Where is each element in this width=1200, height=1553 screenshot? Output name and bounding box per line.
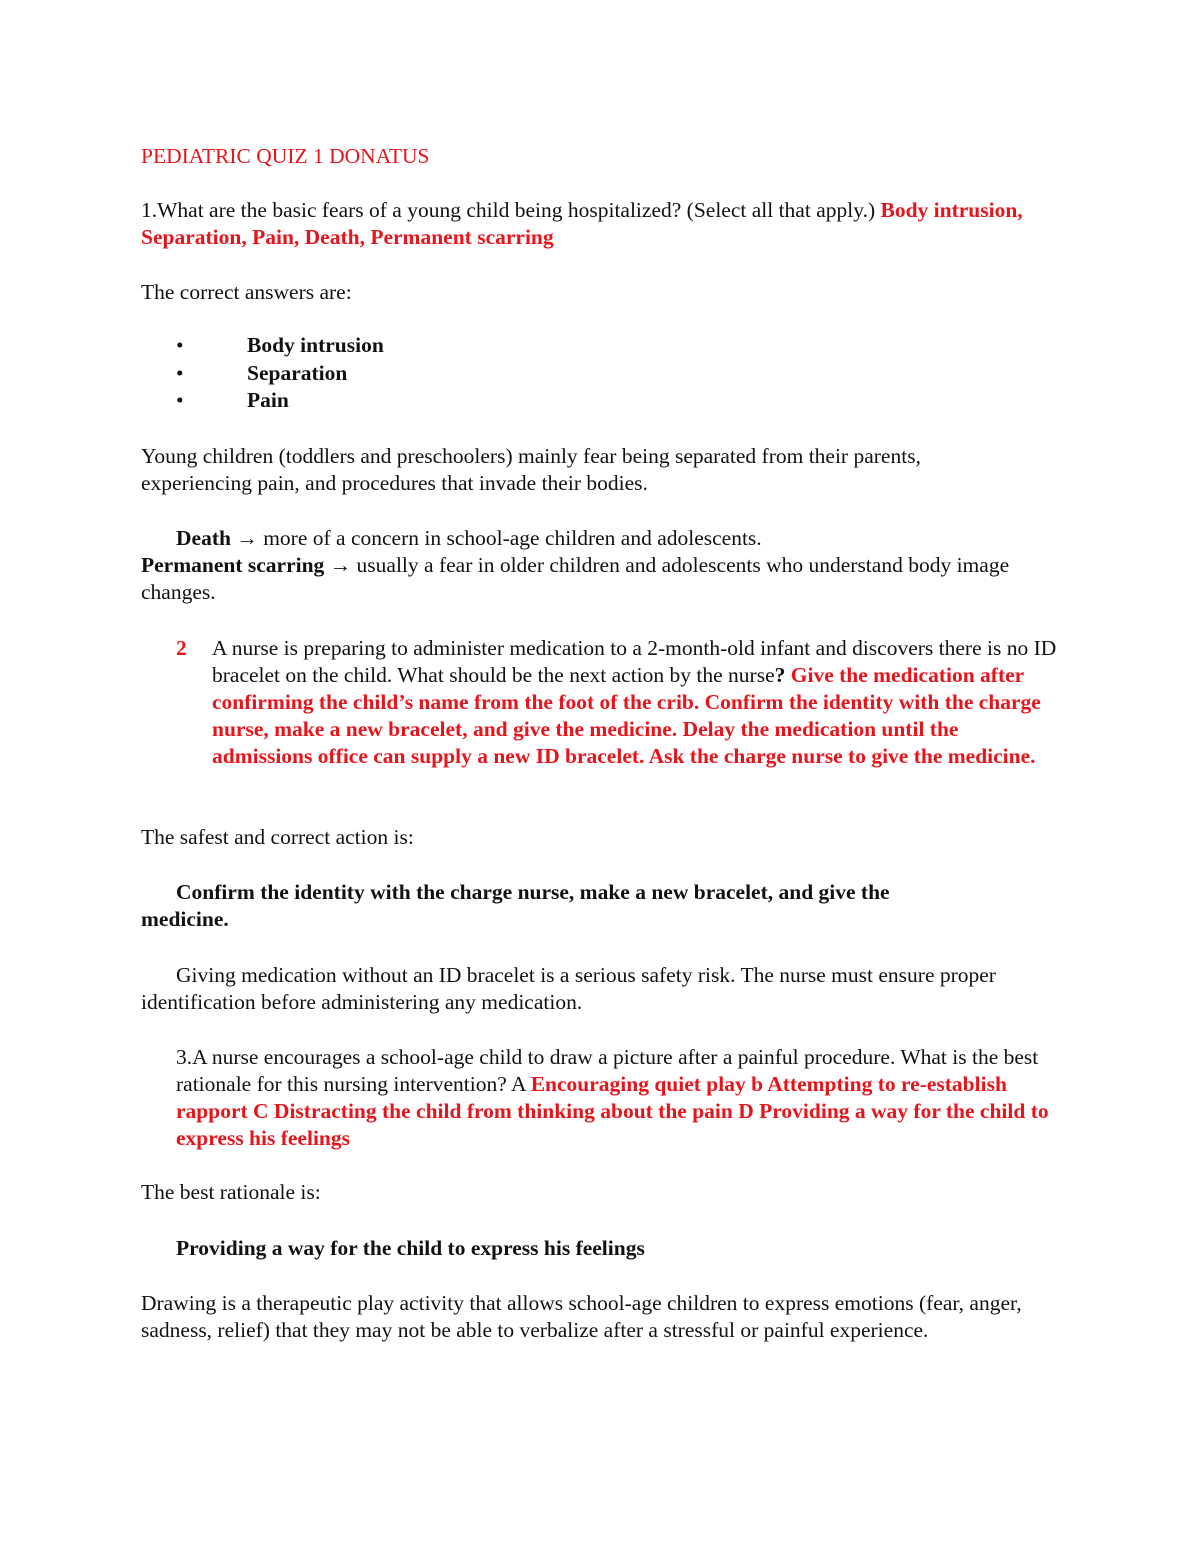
question-3-options: Encouraging quiet play b Attempting to re-establish rapport C Distracting the child from thinking about the pain D Providing a way for the child to express his feelings (176, 1072, 1049, 1150)
bullet-icon: • (176, 388, 184, 412)
question-1-options: Body intrusion, Separation, Pain, Death, Permanent scarring (141, 198, 1023, 249)
question-3: 3.A nurse encourages a school-age child to draw a picture after a painful procedure. What is the best rationale for this nursing intervention? A Encouraging quiet play b Attempting to re-establish rapport C Distracting the child from thinking about the pain D Providing a way for the child to express his feelings (176, 1045, 1049, 1150)
question-1 (141, 197, 1061, 251)
question-3-answer: Providing a way for the child to express his feelings (176, 1236, 645, 1260)
question-2-explanation: Giving medication without an ID bracelet is a serious safety risk. The nurse must ensure proper identification before administering any medication. (141, 963, 996, 1014)
question-3-explanation: Drawing is a therapeutic play activity that allows school-age children to express emotions (fear, anger, sadness, relief) that they may not be able to verbalize after a stressful or painful experience. (141, 1291, 1022, 1342)
question-2-lead: The safest and correct action is: (141, 825, 414, 849)
question-2-answer: Confirm the identity with the charge nurse, make a new bracelet, and give the medicine. (141, 880, 890, 931)
question-2-options: Give the medication after confirming the child’s name from the foot of the crib. Confirm the identity with the charge nurse, make a new bracelet, and give the medicine. Delay the medication until the admissions office can supply a new ID bracelet. Ask the charge nurse to give the medicine. (212, 663, 1041, 768)
bullet-icon: • (176, 333, 184, 357)
question-2: A nurse is preparing to administer medication to a 2-month-old infant and discovers there is no ID bracelet on the child. What should be the next action by the nurse? Give the medication after confirming the child’s name from the foot of the crib. Confirm the identity with the charge nurse, make a new bracelet, and give the medicine. Delay the medication until the admissions office can supply a new ID bracelet. Ask the charge nurse to give the medicine. (212, 636, 1057, 768)
question-3-lead: The best rationale is: (141, 1180, 321, 1204)
scarring-label: Permanent scarring (141, 553, 325, 577)
scarring-text: → usually a fear in older children and adolescents who understand body image changes. (141, 553, 1010, 604)
question-1-explanation: Young children (toddlers and preschoolers) mainly fear being separated from their parents, experiencing pain, and procedures that invade their bodies. (141, 444, 921, 495)
question-1-text: 1.What are the basic fears of a young child being hospitalized? (Select all that apply.) (141, 198, 881, 222)
question-2-number: 2 (176, 636, 187, 660)
document-title: PEDIATRIC QUIZ 1 DONATUS (141, 144, 430, 168)
bullet-icon: • (176, 361, 184, 385)
death-note: Death → more of a concern in school-age children and adolescents. Permanent scarring → usually a fear in older children and adolescents who understand body image changes. (141, 526, 1010, 604)
question-1-lead: The correct answers are: (141, 280, 352, 304)
